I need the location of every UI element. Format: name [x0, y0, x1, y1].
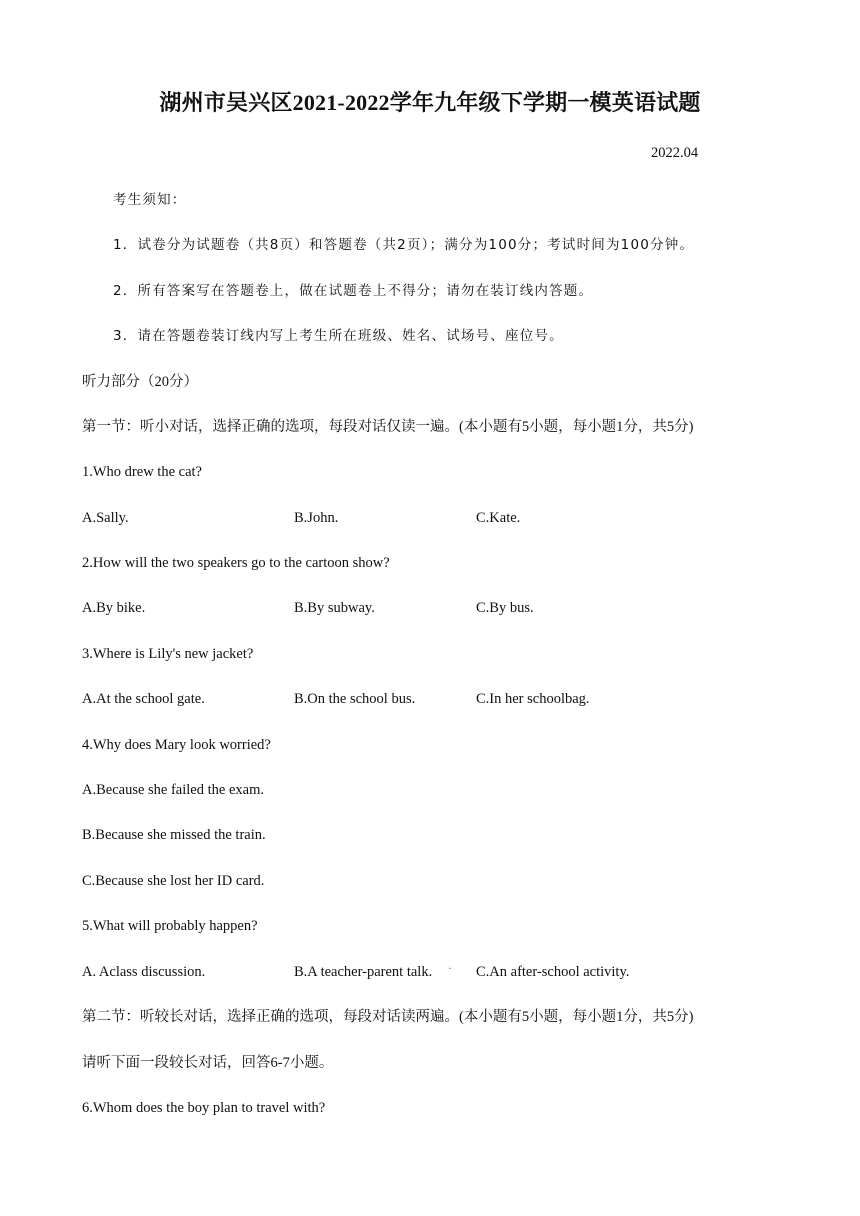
option-c: C.An after-school activity.	[476, 964, 630, 980]
option-a: A.At the school gate.	[82, 691, 205, 707]
question-stem: 5.What will probably happen?	[82, 918, 258, 934]
section-heading: 听力部分（20分）	[82, 374, 198, 390]
option-a: A.Because she failed the exam.	[82, 782, 264, 798]
notice-heading: 考生须知：	[113, 192, 187, 208]
option-a: A.Sally.	[82, 510, 129, 526]
part1-instruction: 第一节：听小对话，选择正确的选项，每段对话仅读一遍。(本小题有5小题，每小题1分，共5分)	[82, 419, 694, 435]
option-c: C.In her schoolbag.	[476, 691, 590, 707]
notice-item-1: 1．试卷分为试题卷（共8页）和答题卷（共2页）；满分为100分；考试时间为100分钟。	[113, 237, 695, 253]
option-b: B.On the school bus.	[294, 691, 416, 707]
option-b: B.By subway.	[294, 600, 375, 616]
stray-mark: ·	[448, 961, 452, 975]
option-a: A.By bike.	[82, 600, 146, 616]
option-b: B.A teacher-parent talk.	[294, 964, 433, 980]
option-a: A. Aclass discussion.	[82, 964, 206, 980]
question-stem: 1.Who drew the cat?	[82, 464, 202, 480]
option-c: C.Kate.	[476, 510, 521, 526]
question-stem: 3.Where is Lily's new jacket?	[82, 646, 254, 662]
option-c: C.By bus.	[476, 600, 534, 616]
option-b: B.John.	[294, 510, 339, 526]
option-b: B.Because she missed the train.	[82, 827, 266, 843]
exam-date: 2022.04	[651, 145, 699, 161]
part2-prompt: 请听下面一段较长对话，回答6-7小题。	[82, 1055, 334, 1071]
option-c: C.Because she lost her ID card.	[82, 873, 265, 889]
notice-item-2: 2．所有答案写在答题卷上，做在试题卷上不得分；请勿在装订线内答题。	[113, 283, 594, 299]
question-stem: 2.How will the two speakers go to the cartoon show?	[82, 555, 390, 571]
question-stem: 4.Why does Mary look worried?	[82, 737, 271, 753]
exam-title: 湖州市吴兴区2021-2022学年九年级下学期一模英语试题	[159, 90, 701, 115]
notice-item-3: 3．请在答题卷装订线内写上考生所在班级、姓名、试场号、座位号。	[113, 328, 564, 344]
part2-instruction: 第二节：听较长对话，选择正确的选项，每段对话读两遍。(本小题有5小题，每小题1分，共5分)	[82, 1009, 694, 1025]
question-stem: 6.Whom does the boy plan to travel with?	[82, 1100, 326, 1116]
